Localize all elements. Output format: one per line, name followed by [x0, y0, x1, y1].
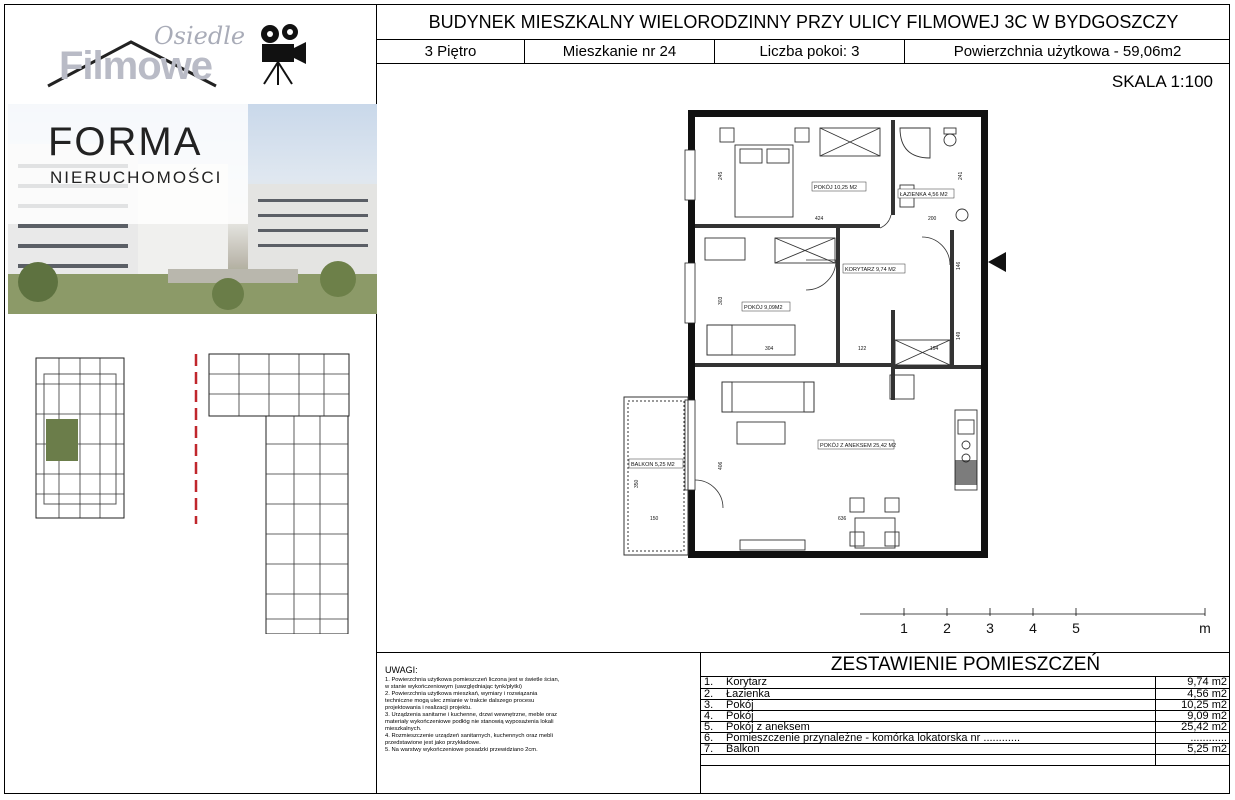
scale-tick: 5 [1072, 620, 1080, 636]
logo [4, 4, 377, 104]
room-label-bedroom: POKÓJ 10,25 M2 [814, 185, 858, 191]
scale-bar [860, 604, 1220, 638]
note-item: 1. Powierzchnia użytkowa pomieszczeń liczona jest w świetle ścian, w stanie wykończeniowym (uwzględniając tynk/płytki) [385, 677, 560, 690]
dim-label: 200 [928, 216, 937, 222]
dim-label: 194 [930, 346, 939, 352]
logo-script: Osiedle [154, 22, 246, 50]
room-name: Pokój [723, 710, 1155, 721]
dim-label: 245 [718, 171, 724, 180]
room-num: 5. [701, 721, 723, 732]
key-plan [4, 344, 377, 634]
rooms-title: ZESTAWIENIE POMIESZCZEŃ [701, 653, 1230, 677]
note-item: 3. Urządzenia sanitarne i kuchenne, drzwi wewnętrzne, meble oraz materiały wykończeniowe podłóg nie stanowią wyposażenia lokali mieszkalnych. [385, 712, 558, 732]
rooms-table [701, 677, 1230, 766]
dim-label: 149 [956, 331, 962, 340]
notes-title: UWAGI: [385, 665, 418, 675]
floor-plan [610, 100, 1010, 565]
apartment-info-row [377, 40, 1230, 64]
room-name [723, 754, 1155, 765]
table-row [701, 688, 1230, 699]
notes-box [377, 652, 701, 794]
room-label-living: POKÓJ Z ANEKSEM 25,42 M2 [820, 443, 897, 449]
dim-label: 424 [815, 216, 824, 222]
room-area: 9,74 m2 [1155, 677, 1230, 688]
room-name: Balkon [723, 743, 1155, 754]
notes-list [385, 677, 565, 754]
room-name: Korytarz [723, 677, 1155, 688]
room-name: Łazienka [723, 688, 1155, 699]
note-item: 5. Na warstwy wykończeniowe posadzki przewidziano 2cm. [385, 747, 538, 753]
table-row [701, 754, 1230, 765]
usable-area: Powierzchnia użytkowa - 59,06m2 [953, 43, 1182, 60]
document-title: BUDYNEK MIESZKALNY WIELORODZINNY PRZY ULICY FILMOWEJ 3C W BYDGOSZCZY [377, 4, 1230, 40]
company-subtitle: NIERUCHOMOŚCI [50, 168, 223, 187]
room-area [1155, 754, 1230, 765]
entrance-arrow-icon [988, 252, 1006, 272]
left-panel [4, 4, 377, 794]
floor-label: 3 Piętro [377, 40, 525, 63]
room-num: 2. [701, 688, 723, 699]
room-num [701, 754, 723, 765]
room-area: 9,09 m2 [1155, 710, 1230, 721]
note-item: 4. Rozmieszczenie urządzeń sanitarnych, kuchennych oraz mebli przedstawione jest jako przykładowe. [385, 733, 553, 746]
room-num: 7. [701, 743, 723, 754]
room-name: Pokój z aneksem [723, 721, 1155, 732]
table-row [701, 710, 1230, 721]
rooms-summary [701, 652, 1230, 794]
dim-label: 304 [765, 346, 774, 352]
scale-tick: 3 [986, 620, 994, 636]
table-row [701, 699, 1230, 710]
room-label-corridor: KORYTARZ 9,74 M2 [845, 267, 896, 273]
film-camera-icon [254, 22, 314, 87]
dim-label: 406 [718, 461, 724, 470]
room-num: 3. [701, 699, 723, 710]
room-label-balcony: BALKON 5,25 M2 [631, 462, 675, 468]
dim-label: 303 [718, 296, 724, 305]
apartment-highlight [46, 419, 78, 461]
dim-label: 636 [838, 516, 847, 522]
note-item: 2. Powierzchnia użytkowa mieszkań, wymiary i rozwiązania techniczne mogą ulec zmianie w trakcie dalszego procesu projektowania i realizacji projektu. [385, 691, 538, 711]
room-num: 4. [701, 710, 723, 721]
company-logo-box [8, 104, 248, 224]
table-row [701, 732, 1230, 743]
room-num: 1. [701, 677, 723, 688]
room-area: 4,56 m2 [1155, 688, 1230, 699]
dim-label: 122 [858, 346, 867, 352]
table-row [701, 743, 1230, 754]
room-area: 25,42 m2 [1155, 721, 1230, 732]
room-num: 6. [701, 732, 723, 743]
logo-main: Filmowe [59, 44, 213, 88]
room-label-room: POKÓJ 9,09M2 [744, 305, 783, 311]
room-label-bathroom: ŁAZIENKA 4,56 M2 [900, 192, 948, 198]
dim-label: 241 [958, 171, 964, 180]
table-row [701, 677, 1230, 688]
scale-tick: 2 [943, 620, 951, 636]
scale-label: SKALA 1:100 [1111, 72, 1213, 91]
company-name: FORMA [48, 120, 203, 164]
rooms-count: Liczba pokoi: 3 [715, 40, 905, 63]
room-area: 5,25 m2 [1155, 743, 1230, 754]
dim-label: 350 [634, 479, 640, 488]
building-rendering [8, 104, 377, 314]
room-name: Pokój [723, 699, 1155, 710]
scale-tick: 4 [1029, 620, 1037, 636]
room-name: Pomieszczenie przynależne - komórka lokatorska nr ............ [723, 732, 1155, 743]
room-area: ............ [1155, 732, 1230, 743]
room-area: 10,25 m2 [1155, 699, 1230, 710]
dim-label: 146 [956, 261, 962, 270]
apartment-number: Mieszkanie nr 24 [525, 40, 715, 63]
table-row [701, 721, 1230, 732]
scale-unit: m [1199, 620, 1211, 636]
scale-tick: 1 [900, 620, 908, 636]
dim-label: 150 [650, 516, 659, 522]
